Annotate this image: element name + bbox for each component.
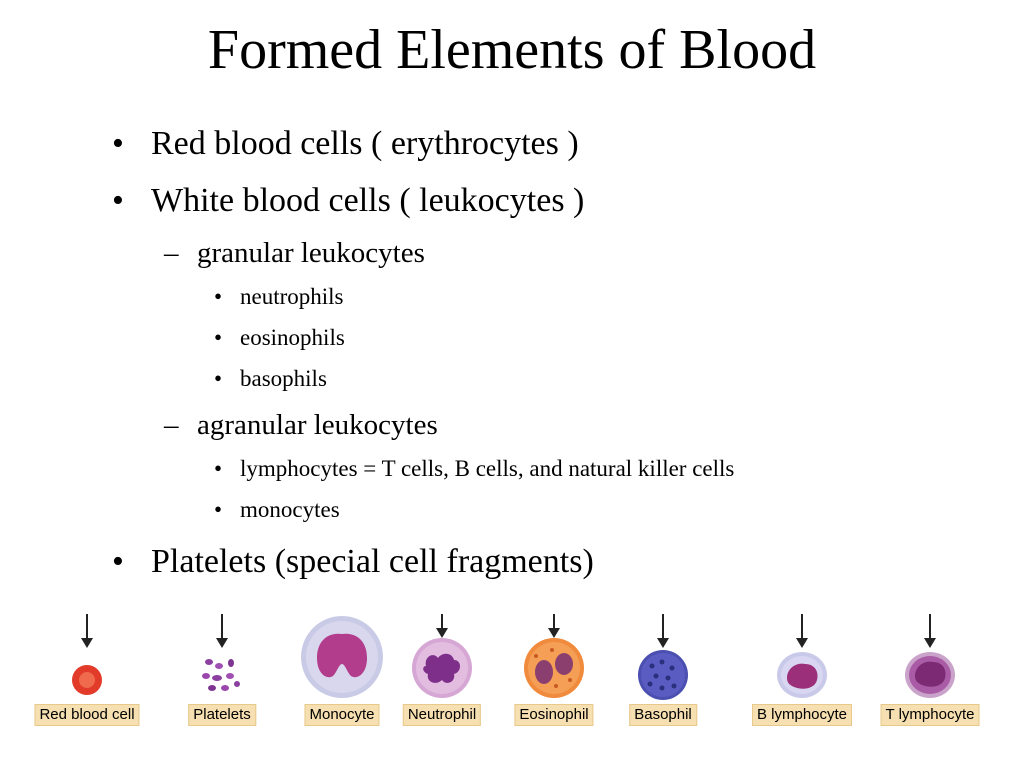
bullet-marker: • (214, 284, 223, 309)
basophil-icon (636, 648, 690, 702)
bullet-granular: granular leukocytes (197, 237, 425, 269)
bullet-platelets: Platelets (special cell fragments) (151, 543, 594, 580)
cell-monocyte (296, 600, 388, 740)
label-t-lymphocyte: T lymphocyte (881, 704, 980, 726)
label-neutrophil: Neutrophil (403, 704, 481, 726)
arrow-icon (441, 614, 443, 630)
cell-basophil (622, 600, 704, 740)
cell-t-lymphocyte (870, 600, 990, 740)
bullet-marker: • (112, 543, 124, 580)
t-lymphocyte-icon (903, 650, 957, 700)
cell-eosinophil (506, 600, 602, 740)
bullet-agranular: agranular leukocytes (197, 409, 438, 441)
red-blood-cell-icon (67, 660, 107, 700)
monocyte-icon (299, 614, 385, 700)
bullet-marker: • (214, 497, 223, 522)
dash-marker: – (164, 409, 179, 441)
bullet-marker: • (214, 456, 223, 481)
bullet-rbc: Red blood cells ( erythrocytes ) (151, 125, 579, 162)
arrow-icon (662, 614, 664, 640)
bullet-marker: • (112, 125, 124, 162)
neutrophil-icon (410, 636, 474, 700)
platelets-icon (197, 654, 247, 698)
cell-red-blood-cell (24, 600, 150, 740)
label-eosinophil: Eosinophil (514, 704, 593, 726)
label-basophil: Basophil (629, 704, 697, 726)
bullet-monocytes: monocytes (240, 497, 340, 522)
label-red-blood-cell: Red blood cell (34, 704, 139, 726)
arrow-icon (221, 614, 223, 640)
label-b-lymphocyte: B lymphocyte (752, 704, 852, 726)
bullet-basophils: basophils (240, 366, 327, 391)
arrow-icon (553, 614, 555, 630)
bullet-marker: • (214, 366, 223, 391)
bullet-marker: • (214, 325, 223, 350)
bullet-marker: • (112, 182, 124, 219)
label-monocyte: Monocyte (304, 704, 379, 726)
b-lymphocyte-icon (775, 650, 829, 700)
arrow-icon (929, 614, 931, 640)
label-platelets: Platelets (188, 704, 256, 726)
eosinophil-icon (522, 636, 586, 700)
bullet-neutrophils: neutrophils (240, 284, 344, 309)
cell-b-lymphocyte (742, 600, 862, 740)
cell-figure (0, 600, 1024, 768)
bullet-wbc: White blood cells ( leukocytes ) (151, 182, 585, 219)
bullet-eosinophils: eosinophils (240, 325, 345, 350)
arrow-icon (801, 614, 803, 640)
slide-title: Formed Elements of Blood (207, 19, 817, 81)
arrow-icon (86, 614, 88, 640)
bullet-lymphocytes: lymphocytes = T cells, B cells, and natural killer cells (240, 456, 735, 481)
cell-neutrophil (396, 600, 488, 740)
cell-platelets (182, 600, 262, 740)
dash-marker: – (164, 237, 179, 269)
